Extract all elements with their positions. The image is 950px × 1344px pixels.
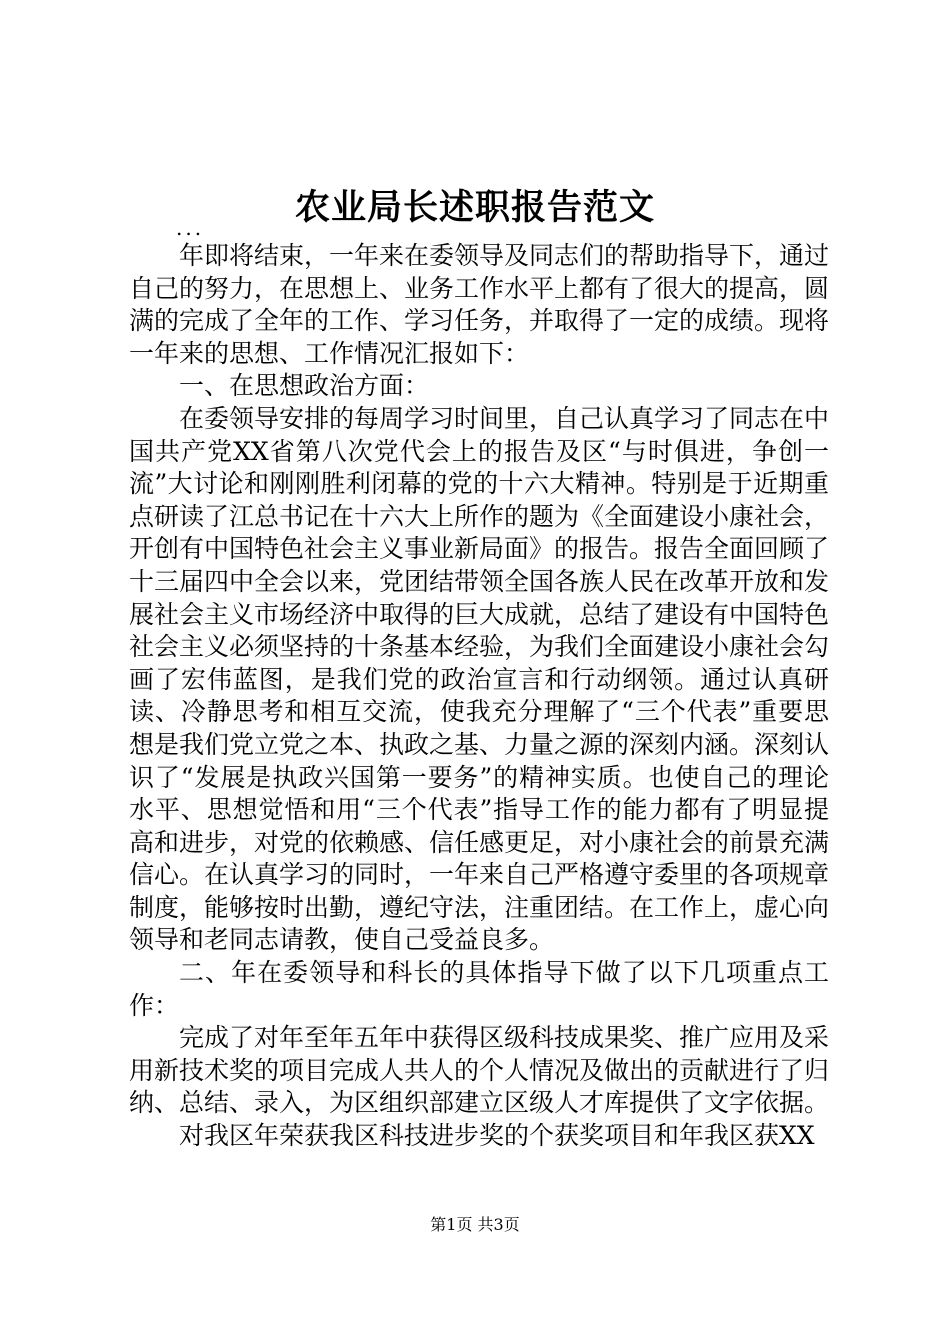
document-body [129, 240, 829, 1153]
paragraph: 年即将结束，一年来在委领导及同志们的帮助指导下，通过自己的努力，在思想上、业务工作水平上都有了很大的提高，圆满的完成了全年的工作、学习任务，并取得了一定的成绩。现将一年来的思想、工作情况汇报如下： [129, 241, 830, 368]
paragraph: 完成了对年至年五年中获得区级科技成果奖、推广应用及采用新技术奖的项目完成人共人的个人情况及做出的贡献进行了归纳、总结、录入，为区组织部建立区级人才库提供了文字依据。 [129, 1023, 830, 1118]
ellipsis-text: ... [176, 216, 205, 240]
page-footer: 第1页 共3页 [430, 1215, 520, 1234]
paragraph: 对我区年荣获我区科技进步奖的个获奖项目和年我区获XX [179, 1121, 815, 1151]
document-title: 农业局长述职报告范文 [294, 187, 655, 228]
section-heading: 一、在思想政治方面： [179, 371, 430, 401]
section-heading: 二、年在委领导和科长的具体指导下做了以下几项重点工作： [129, 958, 829, 1020]
paragraph: 在委领导安排的每周学习时间里，自己认真学习了同志在中国共产党XX省第八次党代会上的报告及区“与时俱进，争创一流”大讨论和刚刚胜利闭幕的党的十六大精神。特别是于近期重点研读了江总书记在十六大上所作的题为《全面建设小康社会，开创有中国特色社会主义事业新局面》的报告。报告全面回顾了十三届四中全会以来，党团结带领全国各族人民在改革开放和发展社会主义市场经济中取得的巨大成就，总结了建设有中国特色社会主义必须坚持的十条基本经验，为我们全面建设小康社会勾画了宏伟蓝图，是我们党的政治宣言和行动纲领。通过认真研读、冷静思考和相互交流，使我充分理解了“三个代表”重要思想是我们党立党之本、执政之基、力量之源的深刻内涵。深刻认识了“发展是执政兴国第一要务”的精神实质。也使自己的理论水平、思想觉悟和用“三个代表”指导工作的能力都有了明显提高和进步，对党的依赖感、信任感更足，对小康社会的前景充满信心。在认真学习的同时，一年来自己严格遵守委里的各项规章制度，能够按时出勤，遵纪守法，注重团结。在工作上，虚心向领导和老同志请教，使自己受益良多。 [129, 403, 830, 955]
